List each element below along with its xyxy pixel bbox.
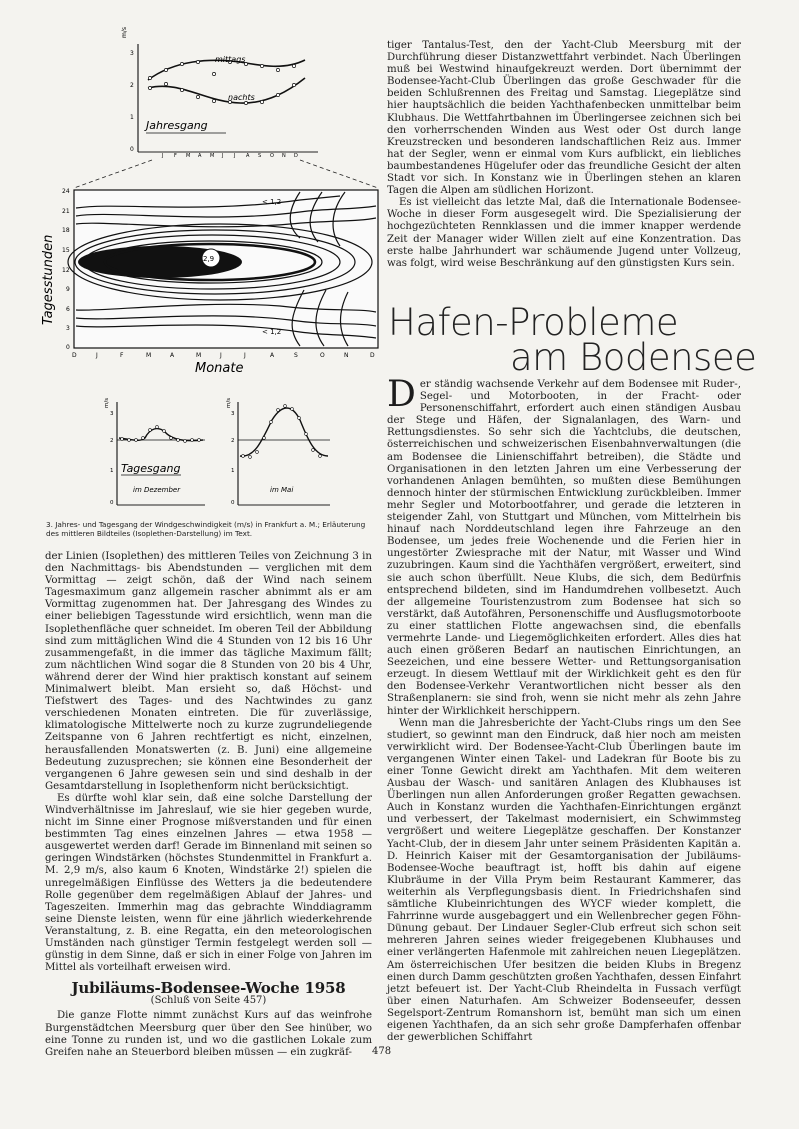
svg-text:A: A [170,352,175,359]
top-y-unit: m/s [121,27,128,38]
svg-text:9: 9 [66,286,70,293]
svg-text:3: 3 [66,325,70,332]
isopleth-x-ticks [72,352,375,359]
article-headline-line1: Hafen-Probleme [388,301,679,344]
svg-text:D: D [370,352,375,359]
svg-text:6: 6 [66,306,70,313]
article-headline-line2: am Bodensee [510,336,757,379]
paragraph [387,374,741,718]
top-y-tick: 0 [130,146,134,153]
svg-text:A: A [198,153,202,159]
svg-text:A: A [270,352,275,359]
label-may: im Mai [270,486,294,494]
figure-wind-diagram [0,0,385,520]
svg-text:D: D [72,352,77,359]
svg-text:1: 1 [231,468,235,474]
daily-title: Tagesgang [121,462,181,475]
label-low-top: < 1,2 [262,198,282,206]
svg-text:2: 2 [110,438,114,444]
svg-text:0: 0 [66,344,70,351]
svg-text:D: D [294,153,298,159]
label-december: im Dezember [133,486,181,494]
label-max: 2,9 [203,255,215,263]
label-low-bottom: < 1,2 [262,328,282,336]
svg-text:J: J [234,153,236,159]
isopleth-y-ticks [62,188,70,351]
isopleth-x-label: Monate [195,361,244,376]
paragraph: Es dürfte wohl klar sein, daß eine solche Darstellung der Windverhältnisse im Jahreslauf, wie sie hier gegeben wurde, nicht im Sinne einer Prognose mißverstanden und für einen bestimmten Tag eines einzelnen Jahres — etwa 1958 — ausgewertet werden darf! Gerade im Binnenland mit seinen so geringen Windstärken (höchstes Stundenmittel in Frankfurt a. M. 2,9 m/s, also kaum 6 Knoten, Windstärke 2!) spielen die unregelmäßigen Einflüsse des Wetters ja die bedeutendere Rolle gegenüber dem regelmäßigen Ablauf der Jahres- und Tageszeiten. Immerhin mag das gebrachte Winddiagramm seine Dienste leisten, wenn für eine jährlich wiederkehrende Veranstaltung, z. B. eine Regatta, ein den meteorologischen Umständen nach günstiger Termin festgelegt werden soll — günstig in dem Sinne, daß er sich in einer Folge von Jahren im Mittel als vorteilhaft erweisen wird. [45,792,372,974]
label-nachts: nachts [228,93,255,102]
paragraph: der Linien (Isoplethen) des mittleren Teiles von Zeichnung 3 in den Nachmittags- bis Abendstunden — verglichen mit dem Vormittag — zeigt schön, daß der Wind nach seinem Tagesmaximum ganz allgemein rascher abnimmt als er am Vormittag zugenommen hat. Der Jahresgang des Windes zu einer beliebigen Tagesstunde wird ersichtlich, wenn man die Isoplethenfläche quer schneidet. Im oberen Teil der Abbildung sind zum mittäglichen Wind die 4 Stunden von 12 bis 16 Uhr zusammengefaßt, in die immer das tägliche Maximum fällt; zum nächtlichen Wind sogar die 8 Stunden von 20 bis 4 Uhr, während derer der Wind hier praktisch konstant auf seinem Minimalwert bleibt. Man ersieht so, daß Höchst- und Tiefstwert des Tages- und des Nachtwindes zu ganz verschiedenen Monaten eintreten. Die für zuverlässige, klimatologische Mittelwerte noch zu kurze zugrundeliegende Zeitspanne von 6 Jahren rechtfertigt es nicht, einzelnen, herausfallenden Monatswerten (z. B. Juni) eine allgemeine Bedeutung zuzusprechen; sie können eine Besonderheit der vergangenen 6 Jahre gewesen sein und sind deshalb in der Gesamtdarstellung in Isoplethenform nicht berücksichtigt. [45,551,372,792]
drop-cap: D [387,374,416,415]
svg-text:15: 15 [62,247,70,254]
subhead-note: (Schluß von Seite 457) [150,995,267,1007]
svg-text:M: M [186,153,191,159]
svg-text:J: J [162,153,164,159]
label-mittags: mittags [215,55,246,64]
svg-text:1: 1 [110,468,114,474]
svg-text:S: S [294,352,298,359]
paragraph-text: er ständig wachsende Verkehr auf dem Bodensee mit Ruder-, Segel- und Motorbooten, in der Fracht- oder Personenschiffahrt, erfordert auch einen ständigen Ausbau der Stege und Häfen, der Signalanlagen, des Warn- und Rettungsdienstes. So sehr sich die Yachtclubs, die deutschen, österreichischen und schweizerischen Eisenbahnverwaltungen (die am Bodensee die Linienschiffahrt betreiben), die Städte und Organisationen in den letzten Jahren um eine Verbesserung der vorhandenen Anlagen bemühten, so mußten diese Bemühungen dennoch hinter der stürmischen Entwicklung zurückbleiben. Immer mehr Segler und Motorbootfahrer, und gerade die letzteren in steigender Zahl, von Stuttgart und München, vom Mittelrhein bis hinauf nach Norddeutschland legen ihre Fahrzeuge an den Bodensee, um jedes freie Wochenende und die Ferien hier in ungestörter Zwiesprache mit der Natur, mit Wasser und Wind zuzubringen. Kaum sind die Yachthäfen vergrößert, erweitert, sind sie auch schon überfüllt. Neue Klubs, die sich, dem Bedürfnis entsprechend bildeten, sind im Handumdrehen vollbesetzt. Auch der allgemeine Touristenzustrom zum Bodensee hat sich so verstärkt, daß Autofähren, Personenschiffe und Ausflugsmotorboote zu einer stattlichen Flotte angewachsen sind, die ebenfalls vermehrte Lande- und Liegemöglichkeiten erfordert. Alles dies hat auch einen größeren Bedarf an nautischen Einrichtungen, an Seezeichen, und eine bessere Wetter- und Rettungsorganisation erzeugt. In diesem Wettlauf mit der Wirklichkeit geht es den für den Bodensee-Verkehr Verantwortlichen nicht besser als den Straßenplanern: sie sind froh, wenn sie nicht mehr als zehn Jahre hinter der Wirklichkeit herschippern. [387,379,741,717]
paragraph: Es ist vielleicht das letzte Mal, daß die Internationale Bodensee-Woche in dieser Form ausgesegelt wird. Die Spezialisierung der hochgezüchteten Rennklassen und die immer knapper werdende Zeit der Manager wider Willen zielt auf eine Konzentration. Das erste halbe Jahrhundert war schäumende Jugend unter Vollzeug, was folgt, wird weise Beschränkung auf den günstigsten Kurs sein. [387,197,741,269]
svg-text:24: 24 [62,188,70,195]
svg-text:m/s: m/s [226,397,232,408]
svg-text:J: J [244,352,246,359]
right-column-bottom [387,374,741,1044]
isopleth-y-label: Tagesstunden [41,234,56,325]
paragraph: tiger Tantalus-Test, den der Yacht-Club Meersburg mit der Durchführung dieser Distanzwettfahrt verbindet. Nach Überlingen muß bei Westwind hinaufgekreuzt werden. Dort übernimmt der Bodensee-Yacht-Club Überlingen das große Geschwader für die beiden Schlußrennen des Freitag und Samstag. Liegeplätze sind hier hauptsächlich die beiden Yachthafenbecken unmittelbar beim Klubhaus. Die Wettfahrtbahnen im Überlingersee zeichnen sich bei den vorherrschenden Winden aus West oder Ost durch lange Kreuzstrecken und besonderen landschaftlichen Reiz aus. Immer hat der Segler, wenn er einmal vom Kurs aufblickt, ein liebliches baumbestandenes Hügelufer oder das freundliche Gesicht der alten Stadt vor sich. In Konstanz wie in Überlingen stehen an klaren Tagen die Alpen am südlichen Horizont. [387,40,741,197]
svg-text:18: 18 [62,227,70,234]
section-subhead: Jubiläums-Bodensee-Woche 1958 [71,979,346,998]
daily-y-unit: m/s [104,397,110,408]
svg-text:M: M [146,352,152,359]
paragraph: Wenn man die Jahresberichte der Yacht-Clubs rings um den See studiert, so gewinnt man den Eindruck, daß hier noch am meisten verwirklicht wird. Der Bodensee-Yacht-Club Überlingen baute im vergangenen Winter einen Takel- und Ladekran für Boote bis zu einer Tonne Gewicht direkt am Yachthafen. Mit dem weiteren Ausbau der Wasch- und sanitären Anlagen des Klubhauses ist Überlingen nun allen Anforderungen großer Regatten gewachsen. Auch in Konstanz wurden die Yachthafen-Einrichtungen ergänzt und verbessert, der Takelmast modernisiert, ein Schwimmsteg vergrößert und weitere Liegeplätze geschaffen. Der Konstanzer Yacht-Club, der in diesem Jahr unter seinem Präsidenten Kapitän a. D. Heinrich Kaiser mit der Gesamtorganisation der Jubiläums-Bodensee-Woche beauftragt ist, hofft bis dahin auf eigene Klubräume in der Villa Prym beim Restaurant Kammerer, das weiterhin als Verpflegungsbasis dient. In Friedrichshafen sind sämtliche Klubeinrichtungen des WYCF wieder komplett, die Fahrrinne wurde ausgebaggert und ein Wellenbrecher gegen Föhn-Dünung gebaut. Der Lindauer Segler-Club erfreut sich schon seit mehreren Jahren seines wieder freigegebenen Klubhauses und einer verlängerten Hafenmole mit zahlreichen neuen Liegeplätzen. Am österreichischen Ufer besitzen die beiden Klubs in Bregenz einen durch Damm geschützten großen Yachthafen, dessen Einfahrt jetzt befeuert ist. Der Yacht-Club Rheindelta in Fussach verfügt über einen Naturhafen. Am Schweizer Bodenseeufer, dessen Segelsport-Zentrum Romanshorn ist, bemüht man sich um einen eigenen Yachthafen, da an sich sehr große Dampferhafen offenbar der gewerblichen Schiffahrt [387,717,741,1044]
svg-text:M: M [196,352,202,359]
isopleth-chart [41,188,378,376]
svg-text:O: O [270,153,274,159]
svg-text:F: F [174,153,177,159]
page-number: 478 [372,1046,392,1057]
right-column-top [387,40,741,270]
svg-text:N: N [282,153,286,159]
svg-text:3: 3 [231,411,235,417]
svg-text:12: 12 [62,267,70,274]
annual-title: Jahresgang [146,119,208,132]
svg-text:S: S [258,153,262,159]
top-y-tick: 2 [130,82,134,89]
daily-chart-may [226,398,330,506]
svg-text:0: 0 [231,500,235,506]
svg-text:0: 0 [110,500,114,506]
svg-text:J: J [220,352,222,359]
svg-text:21: 21 [62,208,70,215]
top-y-tick: 3 [130,50,134,57]
annual-cycle-chart [74,27,378,188]
svg-text:F: F [120,352,124,359]
left-column [45,551,372,1059]
svg-text:J: J [96,352,98,359]
svg-text:3: 3 [110,411,114,417]
figure-caption: 3. Jahres- und Tagesgang der Windgeschwindigkeit (m/s) in Frankfurt a. M.; Erläuterung des mittleren Bildteiles (Isoplethen-Darstellung) im Text. [46,520,366,538]
svg-text:M: M [210,153,215,159]
daily-chart-december [104,398,205,506]
top-x-ticks [161,153,298,159]
svg-text:O: O [320,352,325,359]
night-curve [148,78,305,103]
svg-text:J: J [222,153,224,159]
svg-text:2: 2 [231,438,235,444]
top-y-tick: 1 [130,114,134,121]
paragraph: Die ganze Flotte nimmt zunächst Kurs auf das weinfrohe Burgenstädtchen Meersburg quer über den See hinüber, wo eine Tonne zu runden ist, und wo die gastlichen Lokale zum Greifen nahe an Steuerbord bleiben müssen — ein zugkräf- [45,1010,372,1058]
svg-text:N: N [344,352,349,359]
svg-text:A: A [246,153,250,159]
